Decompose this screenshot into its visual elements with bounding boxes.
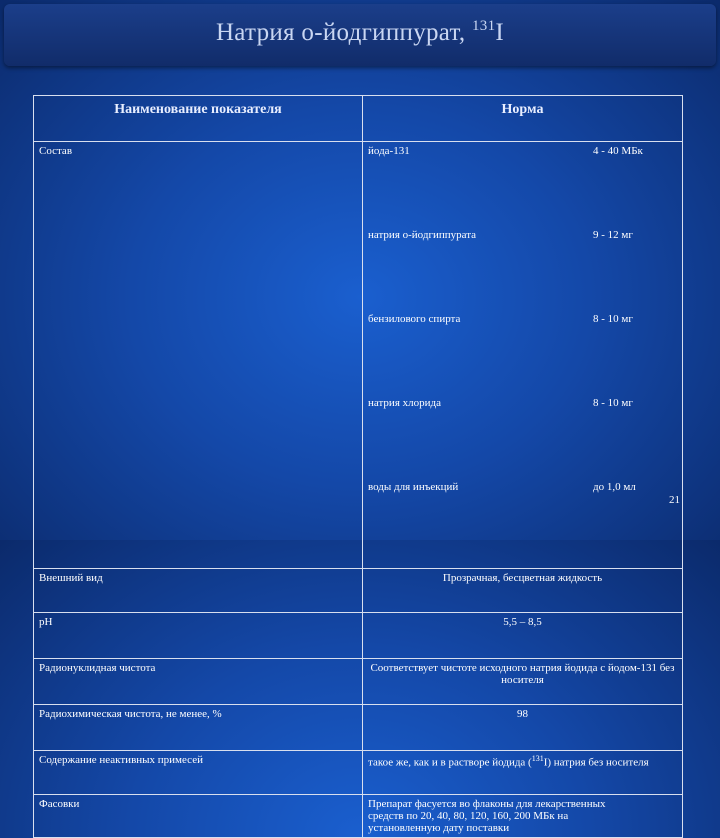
composition-item: натрия хлорида 8 - 10 мг [368, 397, 633, 409]
param-radionuclide-purity: Радионуклидная чистота [34, 659, 363, 705]
header-norm: Норма [363, 96, 683, 142]
page-number: 21 [669, 494, 680, 506]
table-row-impurities [34, 751, 683, 795]
table-row-composition [34, 142, 683, 569]
table-row-packaging [34, 795, 683, 838]
table-row-radionuclide-purity [34, 659, 683, 705]
norm-radiochemical-purity: 98 [363, 705, 683, 751]
norm-ph: 5,5 – 8,5 [363, 613, 683, 659]
header-parameter: Наименование показателя [34, 96, 363, 142]
param-composition: Состав [34, 142, 363, 569]
param-ph: pH [34, 613, 363, 659]
composition-item: йода-131 4 - 40 МБк [368, 145, 643, 157]
param-appearance: Внешний вид [34, 569, 363, 613]
table-row-ph [34, 613, 683, 659]
slide-title: Натрия о-йодгиппурат, $^{131}$I [215, 18, 505, 46]
table-row-radiochemical-purity [34, 705, 683, 751]
title-bar [4, 4, 716, 66]
param-radiochemical-purity: Радиохимическая чистота, не менее, % [34, 705, 363, 751]
table-row-appearance [34, 569, 683, 613]
composition-item: натрия о-йодгиппурата 9 - 12 мг [368, 229, 633, 241]
composition-item: бензилового спирта 8 - 10 мг [368, 313, 633, 325]
param-packaging: Фасовки [34, 795, 363, 838]
norm-radionuclide-purity: Соответствует чистоте исходного натрия йодида с йодом-131 без носителя [363, 659, 683, 705]
norm-packaging: Препарат фасуется во флаконы для лекарственных средств по 20, 40, 80, 120, 160, 200 МБк на установленную дату поставки [363, 795, 683, 838]
composition-list [368, 145, 677, 565]
norm-impurities: такое же, как и в растворе йодида ($^{131}$I) натрия без носителя [363, 751, 683, 795]
param-impurities: Содержание неактивных примесей [34, 751, 363, 795]
table-header [34, 96, 683, 142]
spec-table [33, 95, 683, 834]
norm-appearance: Прозрачная, бесцветная жидкость [363, 569, 683, 613]
composition-item: воды для инъекций до 1,0 мл [368, 481, 636, 493]
norm-composition [363, 142, 683, 569]
